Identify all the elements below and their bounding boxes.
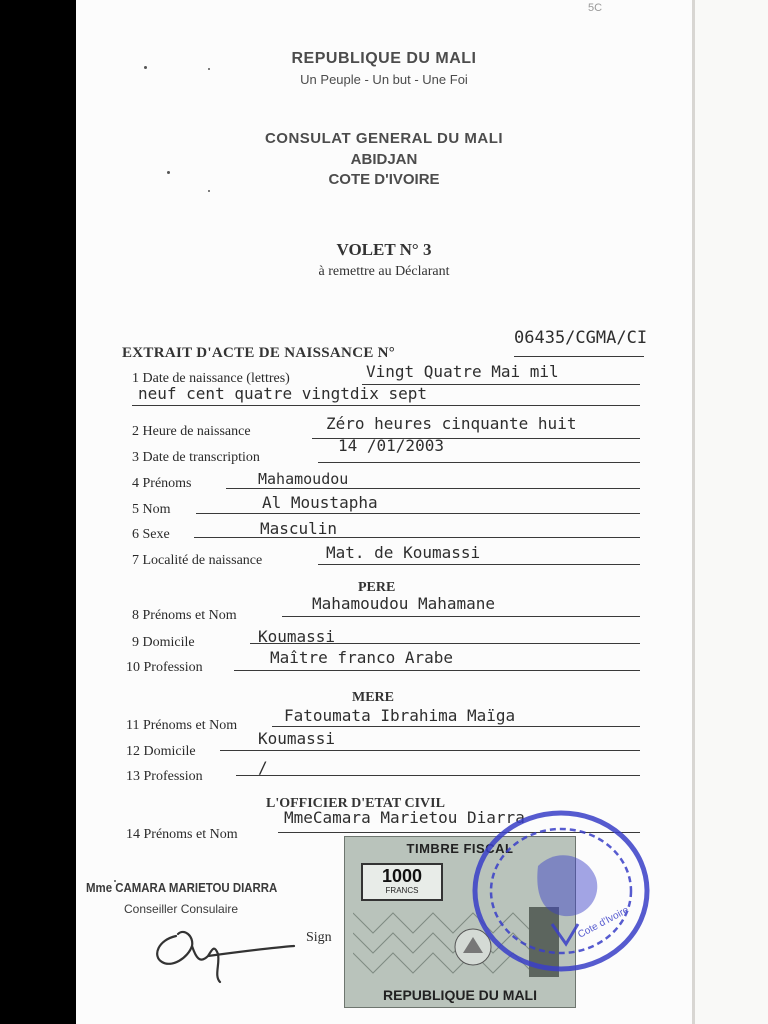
label-mere-profession: 13 Profession: [126, 769, 203, 784]
value-date-transcription: 14 /01/2003: [338, 436, 444, 455]
consulate-city: ABIDJAN: [350, 151, 418, 168]
value-pere-profession: Maître franco Arabe: [270, 648, 454, 667]
field-line: [272, 726, 640, 727]
corner-mark: 5C: [588, 2, 603, 14]
field-line: [132, 405, 640, 406]
value-pere-domicile: Koumassi: [258, 627, 336, 646]
birth-certificate-page: [76, 0, 692, 1024]
value-prenoms: Mahamoudou: [258, 470, 349, 488]
certificate-number: 06435/CGMA/CI: [514, 328, 648, 348]
field-line: [318, 462, 640, 463]
label-localite: 7 Localité de naissance: [132, 553, 263, 568]
label-pere-nom: 8 Prénoms et Nom: [132, 608, 237, 623]
value-localite: Mat. de Koumassi: [326, 543, 481, 562]
fiscal-stamp-currency: FRANCS: [385, 886, 419, 895]
field-line: [318, 564, 640, 565]
fiscal-stamp-country: REPUBLIQUE DU MALI: [383, 987, 537, 1003]
field-line: [236, 775, 640, 776]
seal-text: Cote d'Ivoire: [576, 904, 631, 941]
volet-title: VOLET N° 3: [336, 240, 432, 259]
value-date-naissance-line1: Vingt Quatre Mai mil: [366, 362, 559, 381]
field-line: [194, 537, 640, 538]
section-mere: MERE: [352, 690, 394, 705]
consulate-title: CONSULAT GENERAL DU MALI: [264, 130, 504, 147]
value-mere-domicile: Koumassi: [258, 729, 336, 748]
label-prenoms: 4 Prénoms: [132, 476, 192, 491]
label-mere-nom: 11 Prénoms et Nom: [126, 718, 238, 733]
consulate-country: COTE D'IVOIRE: [328, 171, 440, 188]
field-line: [282, 616, 640, 617]
label-sexe: 6 Sexe: [132, 527, 170, 542]
label-heure-naissance: 2 Heure de naissance: [132, 424, 251, 439]
handwritten-signature: [148, 906, 298, 986]
label-pere-domicile: 9 Domicile: [132, 635, 195, 650]
field-line: [226, 488, 640, 489]
fiscal-stamp-value: 1000: [381, 866, 423, 886]
value-nom: Al Moustapha: [262, 493, 378, 512]
certificate-title: EXTRAIT D'ACTE DE NAISSANCE N°: [122, 345, 396, 361]
label-date-naissance: 1 Date de naissance (lettres): [132, 371, 290, 386]
value-pere-nom: Mahamoudou Mahamane: [312, 594, 496, 613]
value-sexe: Masculin: [260, 519, 338, 538]
section-pere: PERE: [358, 580, 396, 595]
label-nom: 5 Nom: [132, 502, 171, 517]
volet-subtitle: à remettre au Déclarant: [318, 264, 450, 279]
value-officier-nom: MmeCamara Marietou Diarra: [284, 808, 525, 827]
label-signature: Sign: [306, 930, 332, 945]
value-mere-profession: /: [258, 758, 268, 777]
section-officier: L'OFFICIER D'ETAT CIVIL: [266, 796, 445, 811]
fiscal-stamp-value-box: [361, 863, 443, 901]
country-title: REPUBLIQUE DU MALI: [291, 50, 477, 67]
field-line: [220, 750, 640, 751]
value-mere-nom: Fatoumata Ibrahima Maïga: [284, 706, 516, 725]
label-officier-nom: 14 Prénoms et Nom: [126, 827, 238, 842]
label-mere-domicile: 12 Domicile: [126, 744, 196, 759]
officer-name-stamp: Mme CAMARA MARIETOU DIARRA: [86, 880, 278, 895]
page-right-margin: [692, 0, 768, 1024]
fiscal-stamp-title: TIMBRE FISCAL: [406, 841, 514, 856]
field-line: [250, 643, 640, 644]
value-date-naissance-line2: neuf cent quatre vingtdix sept: [138, 384, 427, 403]
number-line: [514, 356, 644, 357]
officer-title-stamp: Conseiller Consulaire: [124, 902, 239, 916]
consulate-seal-icon: [468, 806, 654, 976]
value-heure-naissance: Zéro heures cinquante huit: [326, 414, 577, 433]
paper-speck: [208, 190, 210, 192]
paper-speck: [208, 68, 210, 70]
motto: Un Peuple - Un but - Une Foi: [300, 72, 468, 87]
field-line: [234, 670, 640, 671]
label-date-transcription: 3 Date de transcription: [132, 450, 260, 465]
field-line: [196, 513, 640, 514]
label-pere-profession: 10 Profession: [126, 660, 203, 675]
